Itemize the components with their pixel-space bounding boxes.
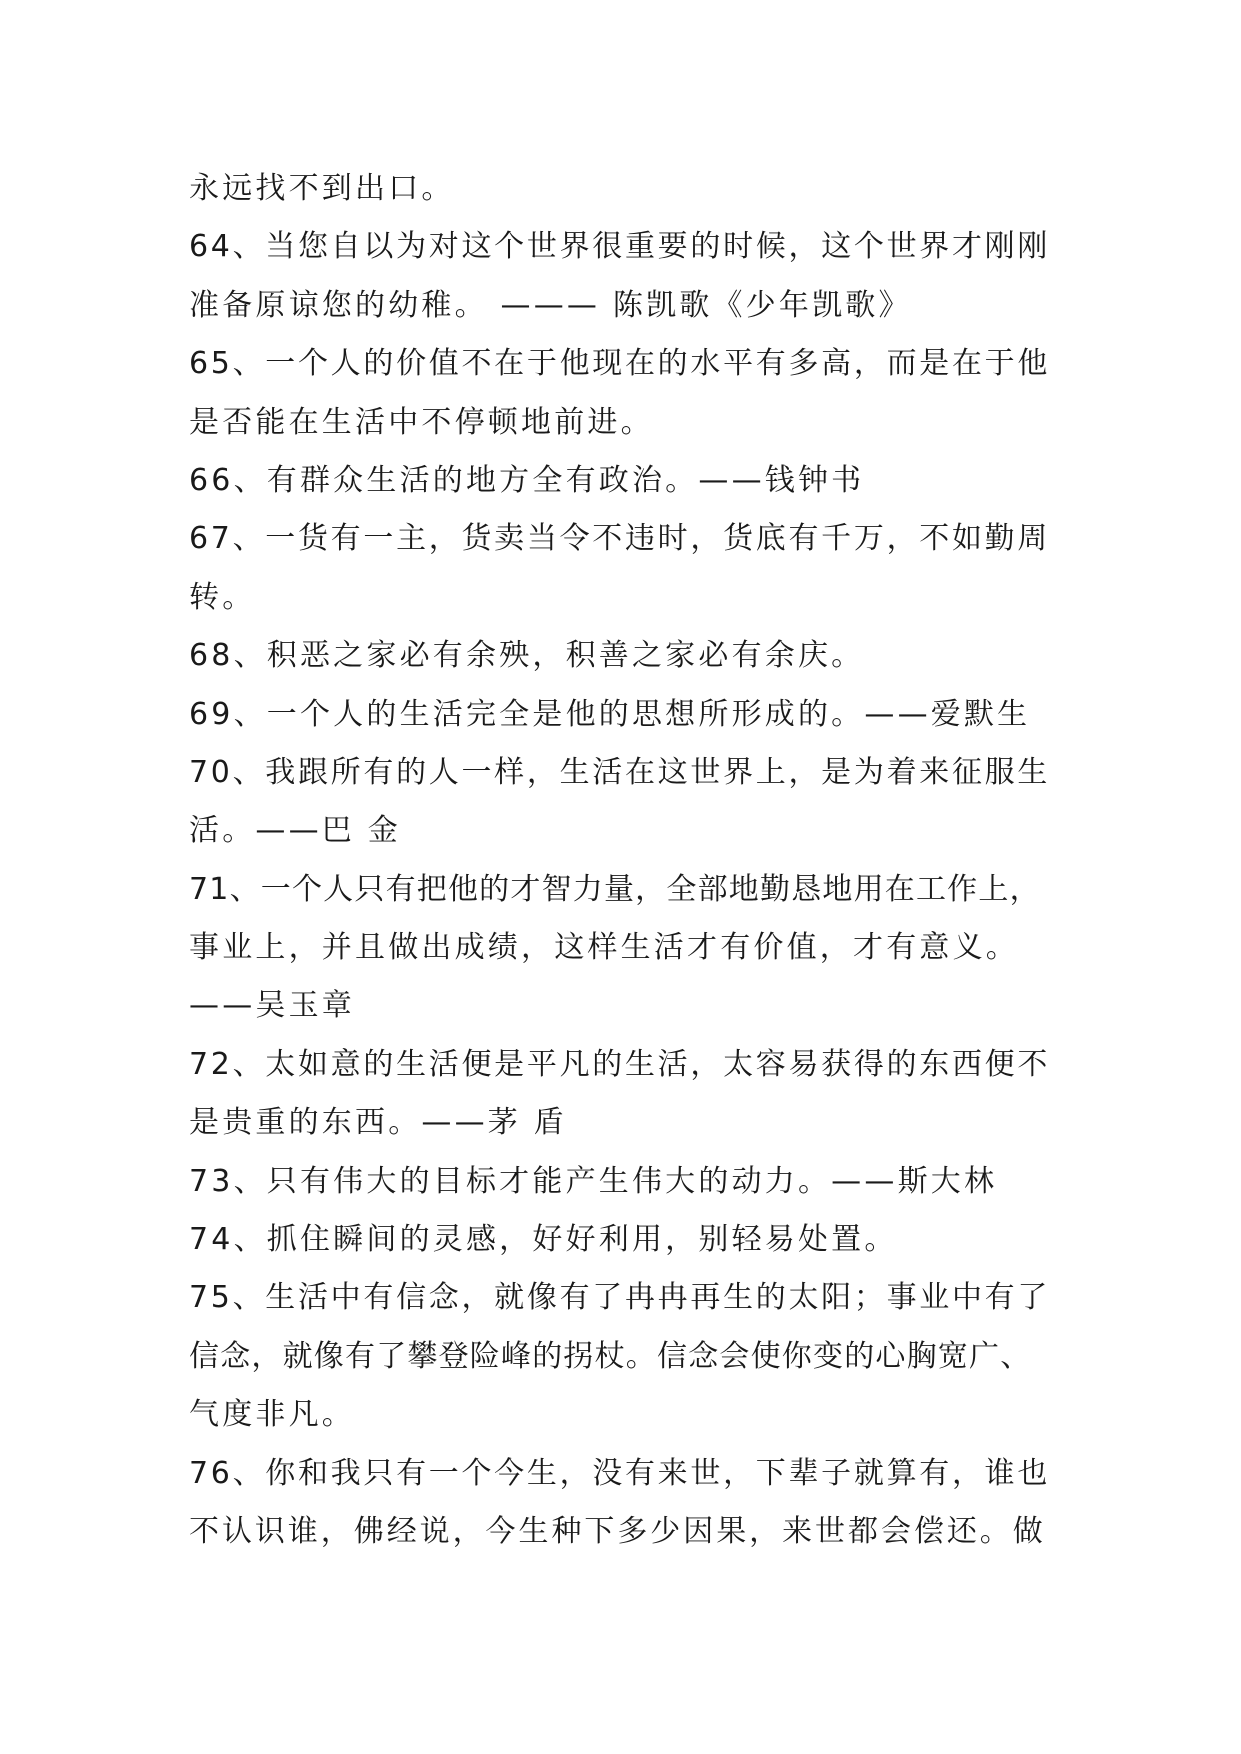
text-line: 68、积恶之家必有余殃，积善之家必有余庆。	[189, 638, 865, 674]
text-line: 不认识谁，佛经说，今生种下多少因果，来世都会偿还。做	[189, 1513, 1046, 1549]
text-line: 永远找不到出口。	[189, 171, 455, 206]
text-line: 66、有群众生活的地方全有政治。——钱钟书	[189, 462, 865, 498]
text-line: 72、太如意的生活便是平凡的生活，太容易获得的东西便不	[189, 1046, 1051, 1082]
text-line: 是否能在生活中不停顿地前进。	[189, 404, 654, 440]
text-line: 64、当您自以为对这个世界很重要的时候，这个世界才刚刚	[189, 229, 1051, 265]
text-line: 69、一个人的生活完全是他的思想所形成的。——爱默生	[189, 696, 1031, 732]
text-line: 信念，就像有了攀登险峰的拐杖。信念会使你变的心胸宽广、	[189, 1338, 1032, 1374]
text-line: 65、一个人的价值不在于他现在的水平有多高，而是在于他	[189, 346, 1051, 382]
text-line: 75、生活中有信念，就像有了冉冉再生的太阳；事业中有了	[189, 1280, 1051, 1316]
text-line: 73、只有伟大的目标才能产生伟大的动力。——斯大林	[189, 1163, 998, 1199]
document-body	[189, 160, 1051, 1561]
text-line: 76、你和我只有一个今生，没有来世，下辈子就算有，谁也	[189, 1455, 1051, 1491]
text-line: 活。——巴 金	[189, 813, 401, 849]
text-line: 事业上，并且做出成绩，这样生活才有价值，才有意义。	[189, 930, 1019, 966]
text-line: 70、我跟所有的人一样，生活在这世界上，是为着来征服生	[189, 754, 1051, 790]
text-line: 转。	[189, 579, 256, 615]
text-line: 是贵重的东西。——茅 盾	[189, 1105, 567, 1141]
text-line: 71、一个人只有把他的才智力量，全部地勤恳地用在工作上，	[189, 871, 1041, 907]
text-line: 准备原谅您的幼稚。 ——— 陈凯歌《少年凯歌》	[189, 287, 912, 323]
text-line: 74、抓住瞬间的灵感，好好利用，别轻易处置。	[189, 1222, 898, 1258]
text-line: ——吴玉章	[189, 988, 355, 1024]
text-line: 67、一货有一主，货卖当令不违时，货底有千万，不如勤周	[189, 521, 1051, 557]
text-line: 气度非凡。	[189, 1397, 355, 1433]
